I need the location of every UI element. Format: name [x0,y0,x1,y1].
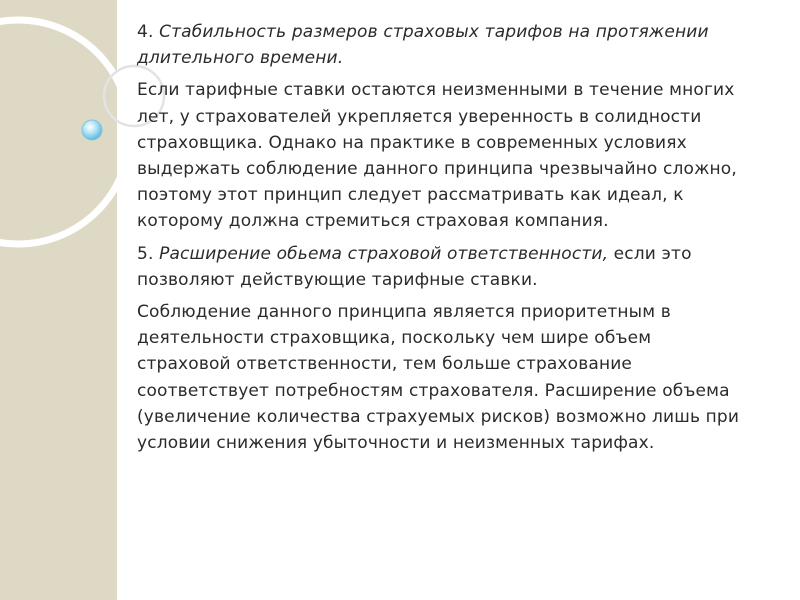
point-4-heading [137,19,749,71]
point-5-heading [137,241,749,293]
point-4-title: Стабильность размеров страховых тарифов на протяжении длительного времени. [137,22,709,69]
point-5-title: Расширение обьема страховой ответственности, [159,243,609,264]
point-5-number: 5. [137,243,160,264]
point-5-body: Соблюдение данного принципа является приоритетным в деятельности страховщика, поскольку чем шире объем страховой ответственности, тем больше страхование соответствует потребностям страхователя. Расширение объема (увеличение количества страхуемых рисков) возможно лишь при условии снижения убыточности и неизменных тарифах. [137,302,740,454]
point-5-rest: если это позволяют действующие тарифные ставки. [137,243,692,290]
point-4-body: Если тарифные ставки остаются неизменными в течение многих лет, у страхователей укрепляется уверенность в солидности страховщика. Однако на практике в современных условиях выдержать соблюдение данного принципа чрезвычайно сложно, поэтому этот принцип следует рассматривать как идеал, к которому должна стремиться страховая компания. [137,80,737,232]
slide-content [137,19,749,462]
point-4-number: 4. [137,22,160,42]
left-decorative-band [0,0,117,600]
